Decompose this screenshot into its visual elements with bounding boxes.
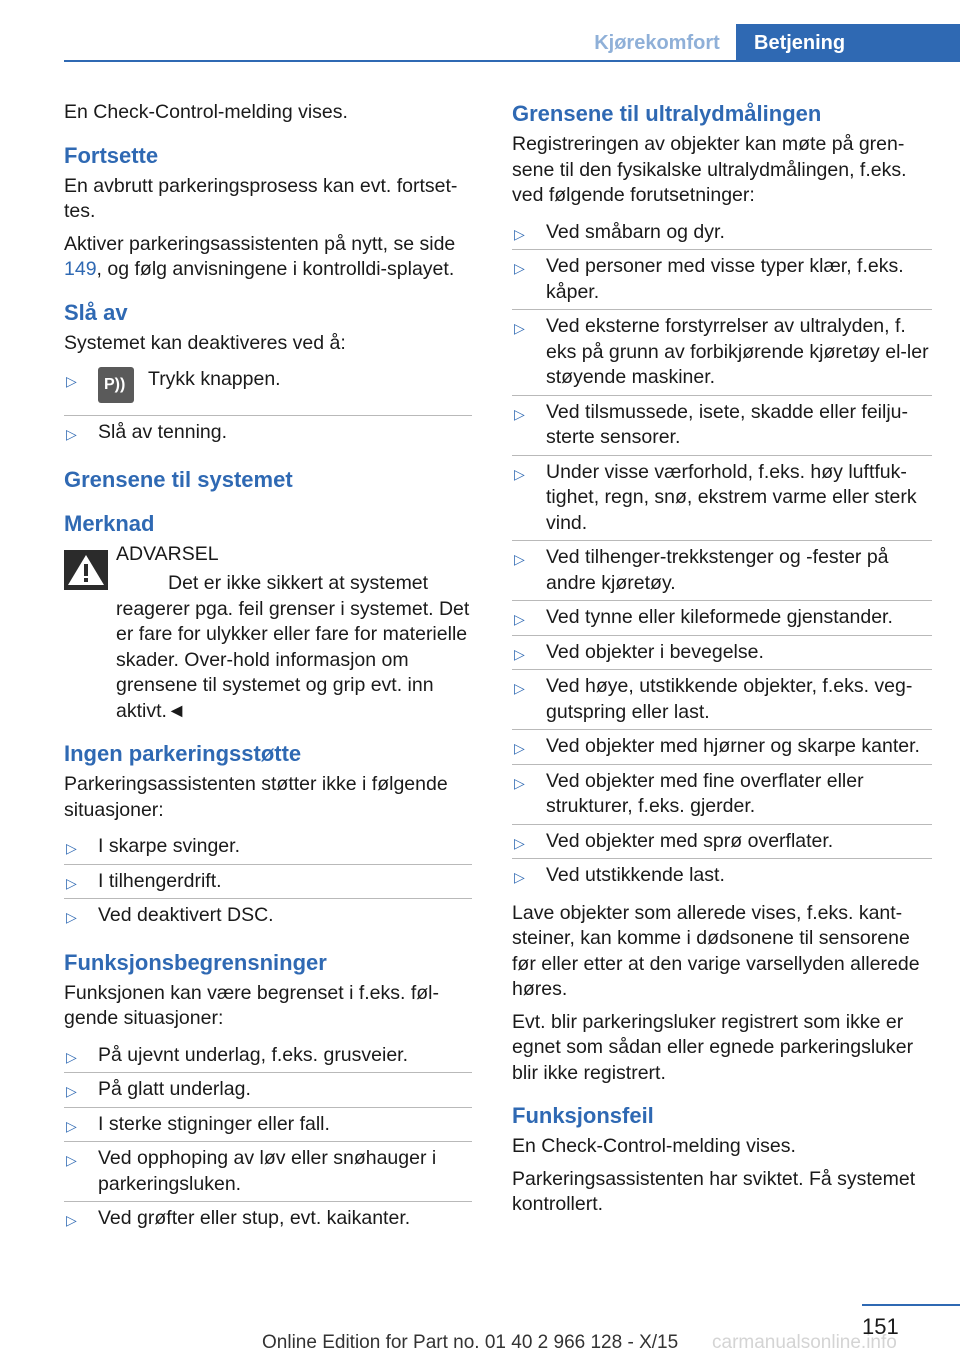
page-number: 151 bbox=[862, 1314, 899, 1339]
triangle-bullet-icon: ▷ bbox=[66, 909, 77, 925]
list-item: ▷ Ved høye, utstikkende objekter, f.eks. veg‐gutspring eller last. bbox=[512, 670, 932, 730]
triangle-bullet-icon: ▷ bbox=[66, 1152, 77, 1168]
list-item: ▷ Ved objekter i bevegelse. bbox=[512, 636, 932, 671]
list-item: ▷ I sterke stigninger eller fall. bbox=[64, 1108, 472, 1143]
triangle-bullet-icon: ▷ bbox=[514, 869, 525, 885]
fortsette-text-2: Aktiver parkeringsassistenten på nytt, se side 149, og følg anvisningene i kontrolldi‐splayet. bbox=[64, 232, 456, 280]
list-item: ▷ I tilhengerdrift. bbox=[64, 865, 472, 900]
triangle-bullet-icon: ▷ bbox=[514, 225, 525, 242]
triangle-bullet-icon: ▷ bbox=[514, 320, 525, 336]
ingen-text: Parkeringsassistenten støtter ikke i følgende situasjoner: bbox=[64, 773, 448, 821]
triangle-bullet-icon: ▷ bbox=[66, 1212, 77, 1228]
heading-grensene-systemet: Grensene til systemet bbox=[64, 466, 293, 492]
pdc-button-icon: P)) bbox=[98, 367, 134, 403]
list-item: ▷ Ved objekter med sprø overflater. bbox=[512, 825, 932, 860]
triangle-bullet-icon: ▷ bbox=[66, 840, 77, 856]
triangle-bullet-icon: ▷ bbox=[514, 645, 525, 662]
footer-rule bbox=[862, 1304, 960, 1306]
list-item: ▷ På glatt underlag. bbox=[64, 1073, 472, 1108]
left-column bbox=[64, 100, 472, 1244]
triangle-bullet-icon: ▷ bbox=[66, 1083, 77, 1099]
triangle-bullet-icon: ▷ bbox=[514, 774, 525, 791]
list-item: ▷ Ved deaktivert DSC. bbox=[64, 899, 472, 933]
list-item: ▷ P)) Trykk knappen. bbox=[64, 363, 472, 416]
triangle-bullet-icon: ▷ bbox=[514, 834, 525, 851]
warning-text: Det er ikke sikkert at systemet reagerer pga. feil grenser i systemet. Det er fare for ulykker eller fare for materielle skader. Over‐hold informasjon om grensene til systemet og grip evt. inn aktivt.◄ bbox=[116, 572, 470, 722]
list-item: ▷ Ved eksterne forstyrrelser av ultralyden, f. eks på grunn av forbikjørende kjøretøy el‐ler støyende maskiner. bbox=[512, 310, 932, 396]
ingen-list bbox=[64, 830, 472, 933]
triangle-bullet-icon: ▷ bbox=[514, 551, 525, 567]
header-tab-betjening: Betjening bbox=[736, 24, 960, 62]
list-item: ▷ Ved tilsmussede, isete, skadde eller feilju‐sterte sensorer. bbox=[512, 396, 932, 456]
list-item: ▷ Ved objekter med hjørner og skarpe kanter. bbox=[512, 730, 932, 765]
intro-text: En Check-Control-melding vises. bbox=[64, 101, 348, 123]
warning-block bbox=[64, 542, 472, 725]
list-item: ▷ Ved tilhenger-trekkstenger og -fester på andre kjøretøy. bbox=[512, 541, 932, 601]
list-item: ▷ Ved småbarn og dyr. bbox=[512, 216, 932, 251]
ultra-text: Registreringen av objekter kan møte på gren‐sene til den fysikalske ultralydmålingen, f.eks. ved følgende forutsetninger: bbox=[512, 133, 907, 206]
list-item: ▷ Slå av tenning. bbox=[64, 416, 472, 450]
lave-text: Lave objekter som allerede vises, f.eks. kant‐steiner, kan komme i dødsonene til sensorene før eller etter at den varige varsellyden allerede høres. bbox=[512, 901, 920, 1000]
list-item: ▷ Ved tynne eller kileformede gjenstander. bbox=[512, 601, 932, 636]
evt-text: Evt. blir parkeringsluker registrert som ikke er egnet som sådan eller egnede parkeringsluker blir ikke registrert. bbox=[512, 1010, 914, 1084]
heading-funksjonsfeil: Funksjonsfeil bbox=[512, 1103, 654, 1128]
heading-funksjonsbegrensninger: Funksjonsbegrensninger bbox=[64, 949, 327, 975]
feil-text-2: Parkeringsassistenten har sviktet. Få systemet kontrollert. bbox=[512, 1167, 916, 1215]
list-item: ▷ Under visse værforhold, f.eks. høy luftfuk‐tighet, regn, snø, ekstrem varme eller sterk vind. bbox=[512, 456, 932, 542]
heading-sla-av: Slå av bbox=[64, 299, 128, 325]
fortsette-text-1: En avbrutt parkeringsprosess kan evt. fortset‐tes. bbox=[64, 174, 458, 222]
list-item: ▷ I skarpe svinger. bbox=[64, 830, 472, 865]
heading-merknad: Merknad bbox=[64, 510, 155, 536]
triangle-bullet-icon: ▷ bbox=[514, 465, 525, 482]
list-item: ▷ Ved grøfter eller stup, evt. kaikanter. bbox=[64, 1202, 472, 1236]
right-column bbox=[512, 100, 932, 1225]
ultra-list bbox=[512, 216, 932, 893]
feil-text-1: En Check-Control-melding vises. bbox=[512, 1135, 796, 1157]
funk-list bbox=[64, 1039, 472, 1236]
triangle-bullet-icon: ▷ bbox=[66, 1117, 77, 1134]
triangle-bullet-icon: ▷ bbox=[66, 373, 77, 389]
triangle-bullet-icon: ▷ bbox=[514, 405, 525, 422]
page-link-149[interactable]: 149 bbox=[64, 258, 97, 280]
list-item: ▷ Ved opphoping av løv eller snøhauger i parkeringsluken. bbox=[64, 1142, 472, 1202]
heading-grensene-ultralyd: Grensene til ultralydmålingen bbox=[512, 101, 822, 126]
sla-av-list bbox=[64, 363, 472, 450]
header-tab-kjorekomfort: Kjørekomfort bbox=[594, 32, 720, 54]
triangle-bullet-icon: ▷ bbox=[514, 611, 525, 627]
warning-triangle-icon bbox=[64, 550, 108, 590]
triangle-bullet-icon: ▷ bbox=[514, 740, 525, 756]
header-rule bbox=[64, 60, 960, 62]
list-item: ▷ Ved personer med visse typer klær, f.eks. kåper. bbox=[512, 250, 932, 310]
triangle-bullet-icon: ▷ bbox=[66, 426, 77, 442]
triangle-bullet-icon: ▷ bbox=[514, 680, 525, 696]
triangle-bullet-icon: ▷ bbox=[514, 260, 525, 276]
triangle-bullet-icon: ▷ bbox=[66, 1048, 77, 1065]
list-item: ▷ Ved utstikkende last. bbox=[512, 859, 932, 893]
heading-fortsette: Fortsette bbox=[64, 142, 159, 168]
sla-av-text: Systemet kan deaktiveres ved å: bbox=[64, 331, 346, 354]
watermark: carmanualsonline.info bbox=[712, 1332, 897, 1353]
list-item: ▷ På ujevnt underlag, f.eks. grusveier. bbox=[64, 1039, 472, 1074]
funk-text: Funksjonen kan være begrenset i f.eks. føl‐gende situasjoner: bbox=[64, 981, 440, 1029]
list-item: ▷ Ved objekter med fine overflater eller strukturer, f.eks. gjerder. bbox=[512, 765, 932, 825]
warning-title: ADVARSEL bbox=[116, 542, 219, 565]
triangle-bullet-icon: ▷ bbox=[66, 874, 77, 891]
edition-text: Online Edition for Part no. 01 40 2 966 128 - X/15 bbox=[262, 1332, 679, 1353]
heading-ingen-parkeringsstotte: Ingen parkeringsstøtte bbox=[64, 741, 302, 766]
